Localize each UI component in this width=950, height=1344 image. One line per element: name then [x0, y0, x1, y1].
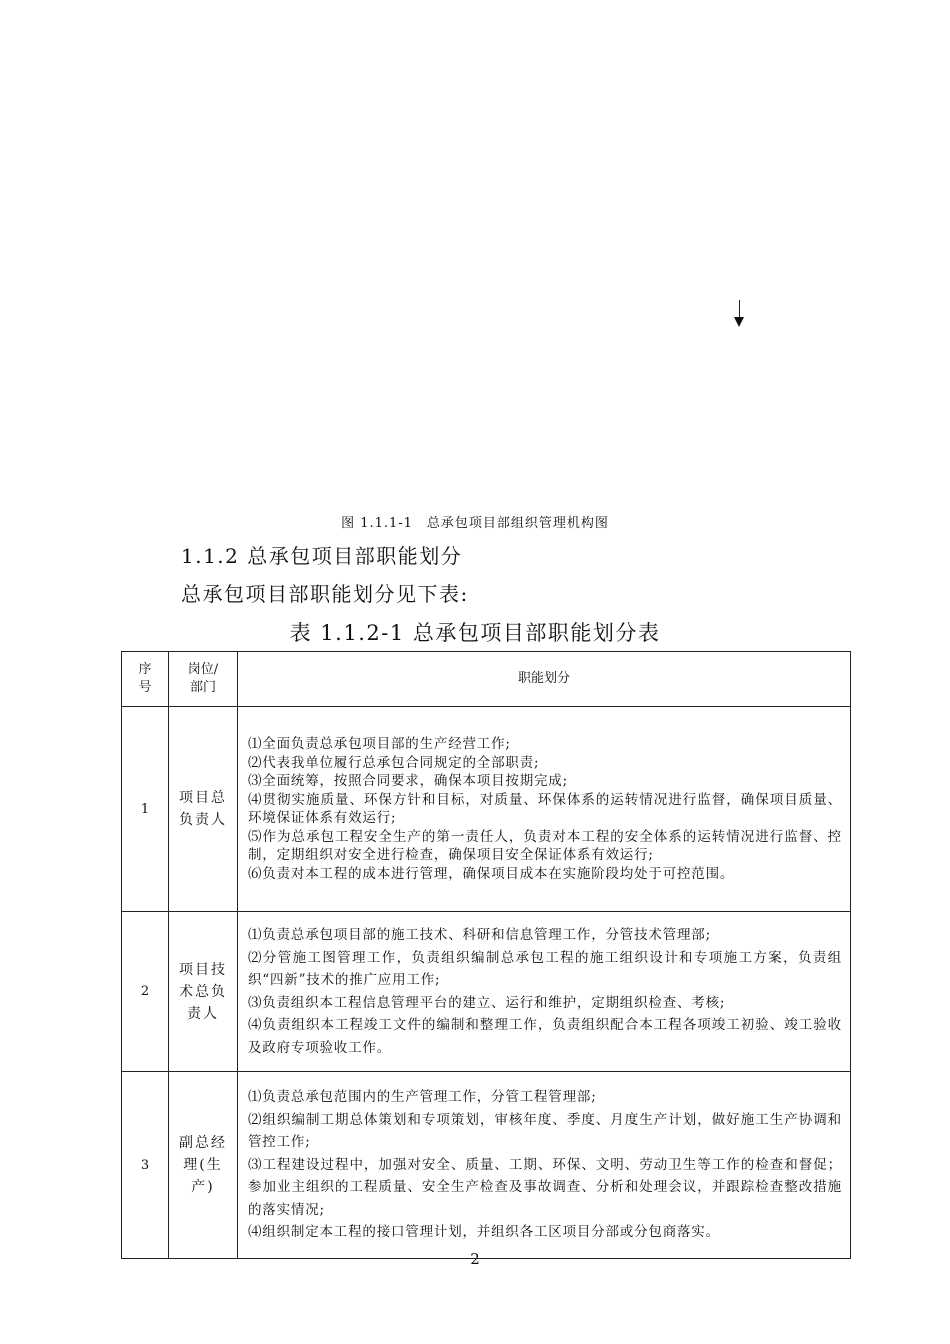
duty-item: ⑷组织制定本工程的接口管理计划，并组织各工区项目分部或分包商落实。 — [248, 1224, 720, 1241]
table-row — [122, 912, 851, 1072]
duty-item: ⑶工程建设过程中，加强对安全、质量、工期、环保、文明、劳动卫生等工作的检查和督促；参加业主组织的工程质量、安全生产检查及事故调查、分析和处理会议，并跟踪检查整改措施的落实情况; — [248, 1156, 842, 1218]
duty-item: ⑸作为总承包工程安全生产的第一责任人，负责对本工程的安全体系的运转情况进行监督、控制，定期组织对安全进行检查，确保项目安全保证体系有效运行; — [248, 828, 842, 863]
duty-item: ⑵分管施工图管理工作，负责组织编制总承包工程的施工组织设计和专项施工方案，负责组织“四新”技术的推广应用工作; — [248, 949, 842, 988]
row-position: 项目技术总负责人 — [169, 912, 238, 1072]
duty-item: ⑴全面负责总承包项目部的生产经营工作; — [248, 736, 511, 752]
header-index: 序号 — [122, 652, 169, 707]
row-duties — [238, 707, 851, 912]
duty-item: ⑴负责总承包项目部的施工技术、科研和信息管理工作，分管技术管理部; — [248, 927, 711, 943]
down-arrow-icon — [733, 300, 747, 330]
page-number: 2 — [470, 1250, 480, 1268]
duty-table — [121, 651, 851, 1259]
row-position: 项目总负责人 — [169, 707, 238, 912]
duty-item: ⑶全面统筹，按照合同要求，确保本项目按期完成; — [248, 773, 568, 789]
row-index: 2 — [122, 912, 169, 1072]
table-header-row — [122, 652, 851, 707]
row-index: 3 — [122, 1072, 169, 1259]
header-duties: 职能划分 — [238, 652, 851, 707]
header-position: 岗位/部门 — [169, 652, 238, 707]
table-row — [122, 707, 851, 912]
figure-caption: 图 1.1.1-1 总承包项目部组织管理机构图 — [341, 516, 609, 531]
row-duties — [238, 1072, 851, 1259]
section-heading: 1.1.2 总承包项目部职能划分 — [181, 544, 463, 568]
duty-item: ⑷负责组织本工程竣工文件的编制和整理工作，负责组织配合本工程各项竣工初验、竣工验收及政府专项验收工作。 — [248, 1017, 842, 1056]
row-duties — [238, 912, 851, 1072]
duty-item: ⑵组织编制工期总体策划和专项策划，审核年度、季度、月度生产计划，做好施工生产协调和管控工作; — [248, 1111, 842, 1151]
duty-item: ⑹负责对本工程的成本进行管理，确保项目成本在实施阶段均处于可控范围。 — [248, 865, 735, 882]
table-title: 表 1.1.2-1 总承包项目部职能划分表 — [289, 621, 661, 645]
duty-item: ⑵代表我单位履行总承包合同规定的全部职责; — [248, 754, 540, 771]
row-position: 副总经理(生产) — [169, 1072, 238, 1259]
row-index: 1 — [122, 707, 169, 912]
duty-item: ⑷贯彻实施质量、环保方针和目标，对质量、环保体系的运转情况进行监督，确保项目质量、环境保证体系有效运行; — [248, 791, 842, 826]
duty-item: ⑴负责总承包范围内的生产管理工作，分管工程管理部; — [248, 1089, 597, 1106]
duty-item: ⑶负责组织本工程信息管理平台的建立、运行和维护，定期组织检查、考核; — [248, 994, 726, 1011]
table-row — [122, 1072, 851, 1259]
section-intro: 总承包项目部职能划分见下表: — [181, 582, 469, 606]
